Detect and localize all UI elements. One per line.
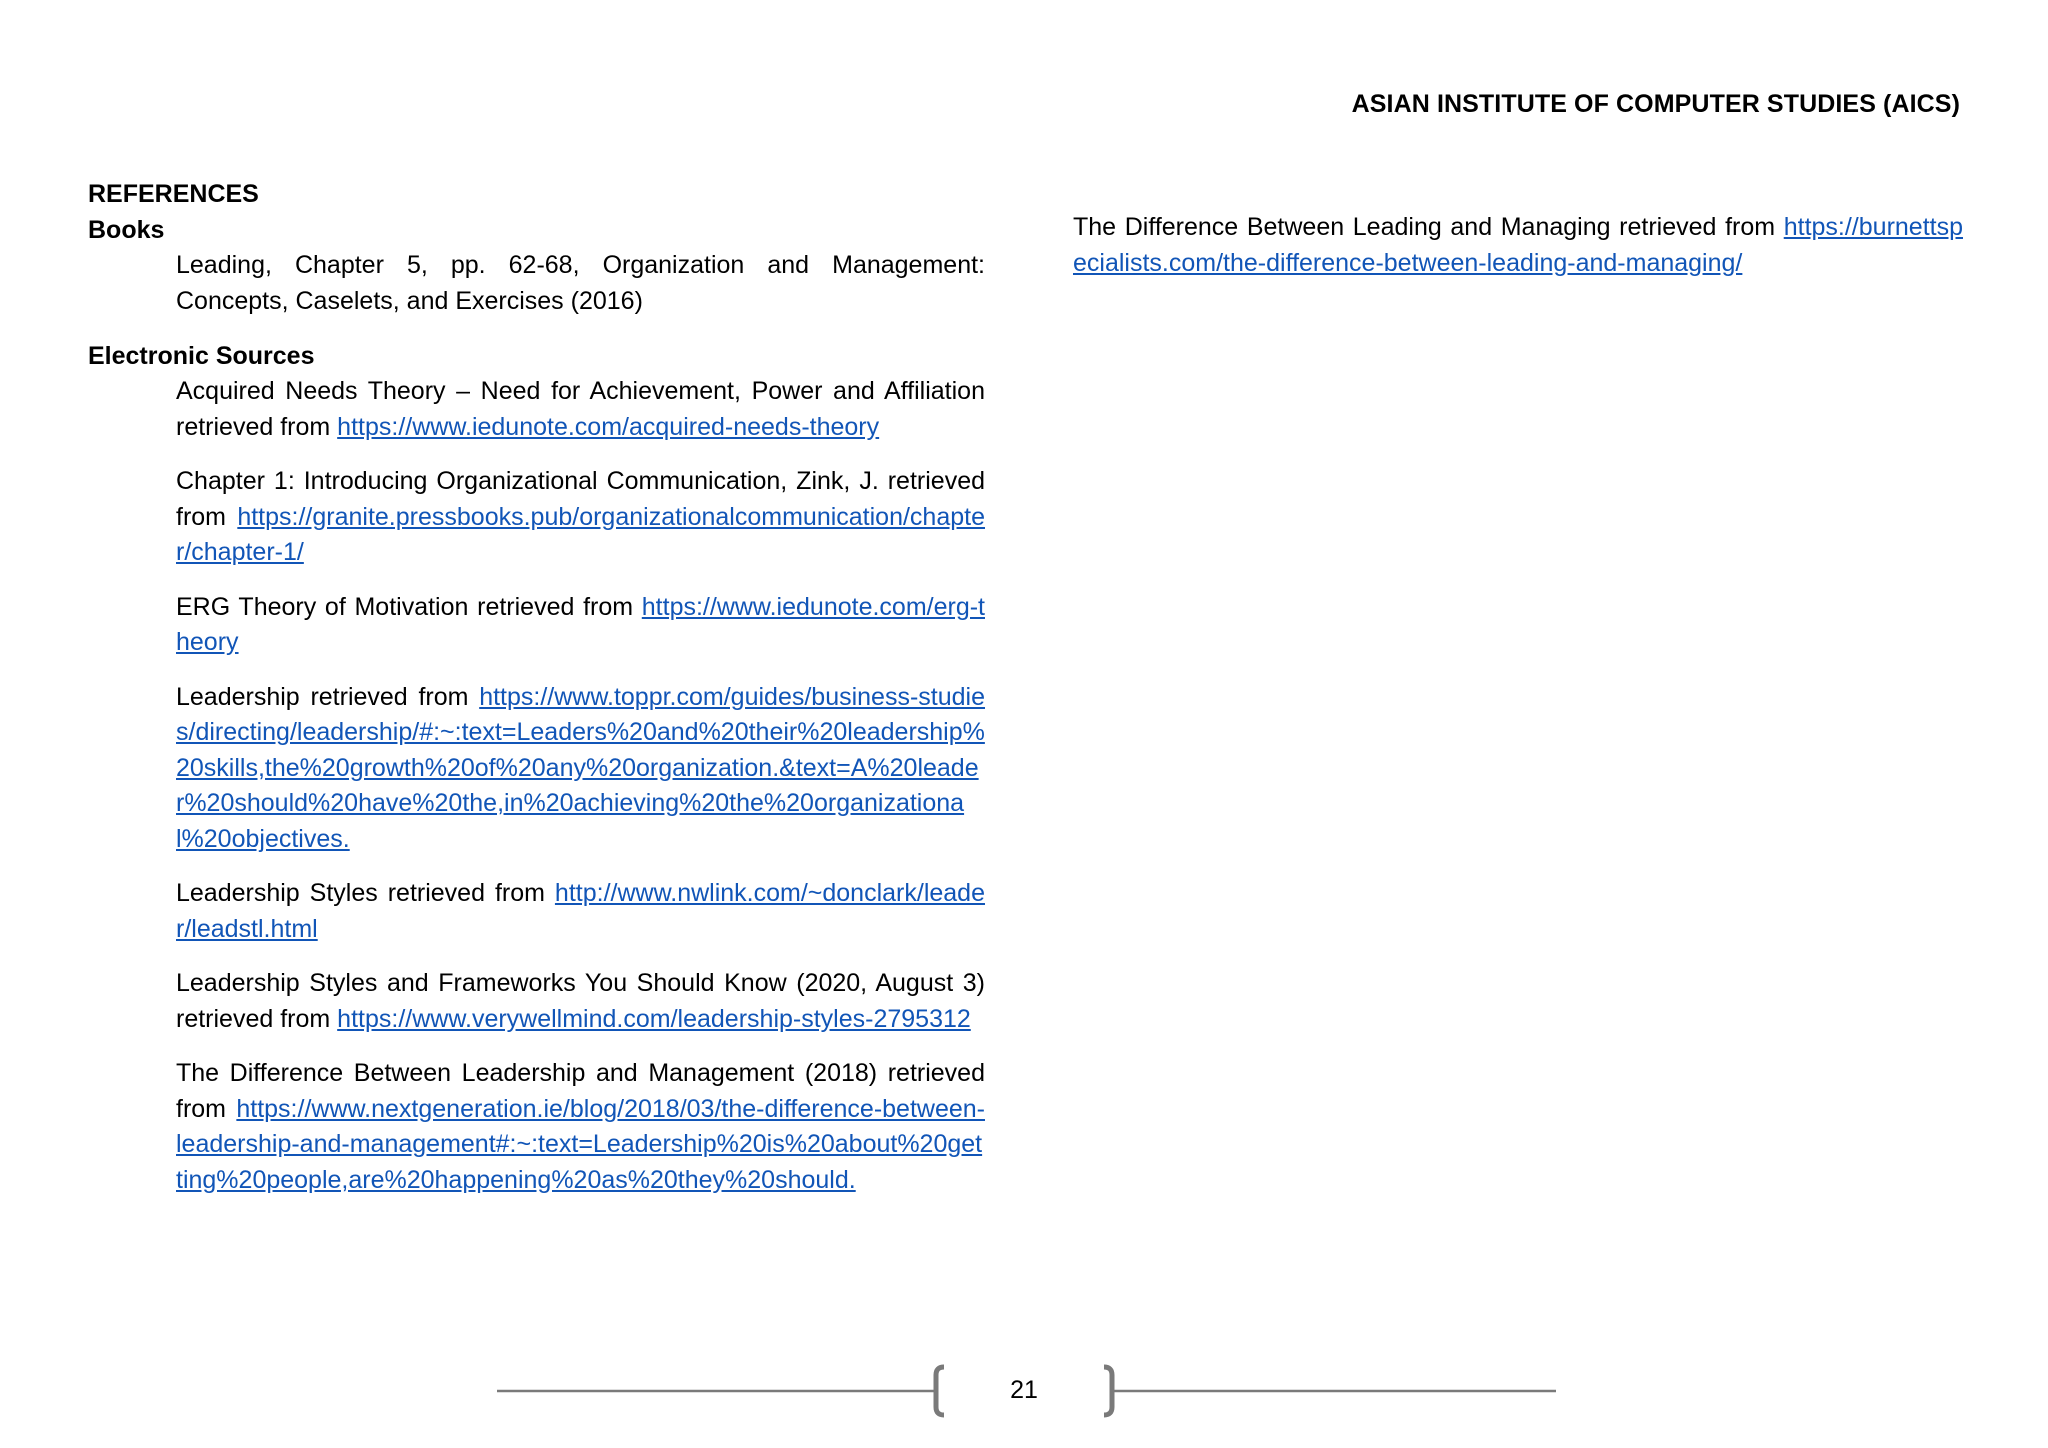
- page-number: 21: [1010, 1376, 1038, 1404]
- references-left-column: [88, 176, 985, 1198]
- reference-entry-acquired-needs: [176, 374, 985, 445]
- book-entry-text: Leading, Chapter 5, pp. 62-68, Organization and Management: Concepts, Caselets, and Exercises (2016): [176, 251, 985, 315]
- reference-link[interactable]: https://www.nextgeneration.ie/blog/2018/03/the-difference-between-leadership-and-management#:~:text=Leadership%20is%20about%20getting%20people,are%20happening%20as%20they%20should.: [176, 1094, 985, 1194]
- reference-entry-leadership-frameworks: [176, 966, 985, 1037]
- reference-text: Leadership Styles and Frameworks You Should Know (2020, August 3) retrieved from: [176, 969, 985, 1033]
- reference-entry-leading-vs-managing: [1073, 210, 1963, 281]
- reference-link[interactable]: https://www.verywellmind.com/leadership-styles-2795312: [337, 1004, 971, 1033]
- reference-entry-leadership-styles: [176, 876, 985, 947]
- book-entry: [176, 248, 985, 319]
- electronic-sources-heading: Electronic Sources: [88, 342, 315, 370]
- books-heading: Books: [88, 216, 165, 244]
- reference-text: The Difference Between Leadership and Management (2018) retrieved from: [176, 1059, 985, 1123]
- reference-text: Chapter 1: Introducing Organizational Communication, Zink, J. retrieved from: [176, 467, 985, 531]
- reference-text: ERG Theory of Motivation retrieved from: [176, 592, 642, 621]
- reference-text: Leadership Styles retrieved from: [176, 879, 555, 907]
- institution-header: ASIAN INSTITUTE OF COMPUTER STUDIES (AICS): [1351, 90, 1960, 118]
- reference-entry-erg-theory: [176, 590, 985, 661]
- reference-text: Leadership retrieved from: [176, 682, 480, 711]
- right-bracket-icon: [1104, 1367, 1112, 1415]
- reference-entry-leadership: [176, 680, 985, 858]
- reference-entry-org-communication: [176, 464, 985, 571]
- reference-link[interactable]: http://www.nwlink.com/~donclark/leader/leadstl.html: [176, 879, 985, 943]
- reference-entry-leadership-vs-management: [176, 1056, 985, 1198]
- reference-link[interactable]: https://burnettspecialists.com/the-difference-between-leading-and-managing/: [1073, 213, 1963, 277]
- left-bracket-icon: [936, 1367, 944, 1415]
- references-right-column: [1073, 210, 1963, 281]
- reference-link[interactable]: https://www.iedunote.com/acquired-needs-theory: [337, 412, 880, 441]
- reference-text: Acquired Needs Theory – Need for Achievement, Power and Affiliation retrieved from: [176, 377, 985, 441]
- reference-link[interactable]: https://www.toppr.com/guides/business-studies/directing/leadership/#:~:text=Leaders%20and%20their%20leadership%20skills,the%20growth%20of%20any%20organization.&text=A%20leader%20should%20have%20the,in%20achieving%20the%20organizational%20objectives.: [176, 682, 985, 853]
- references-title: REFERENCES: [88, 180, 259, 208]
- reference-link[interactable]: https://www.iedunote.com/erg-theory: [176, 592, 985, 656]
- reference-text: The Difference Between Leading and Managing retrieved from: [1073, 213, 1784, 241]
- reference-link[interactable]: https://granite.pressbooks.pub/organizationalcommunication/chapter/chapter-1/: [176, 502, 985, 566]
